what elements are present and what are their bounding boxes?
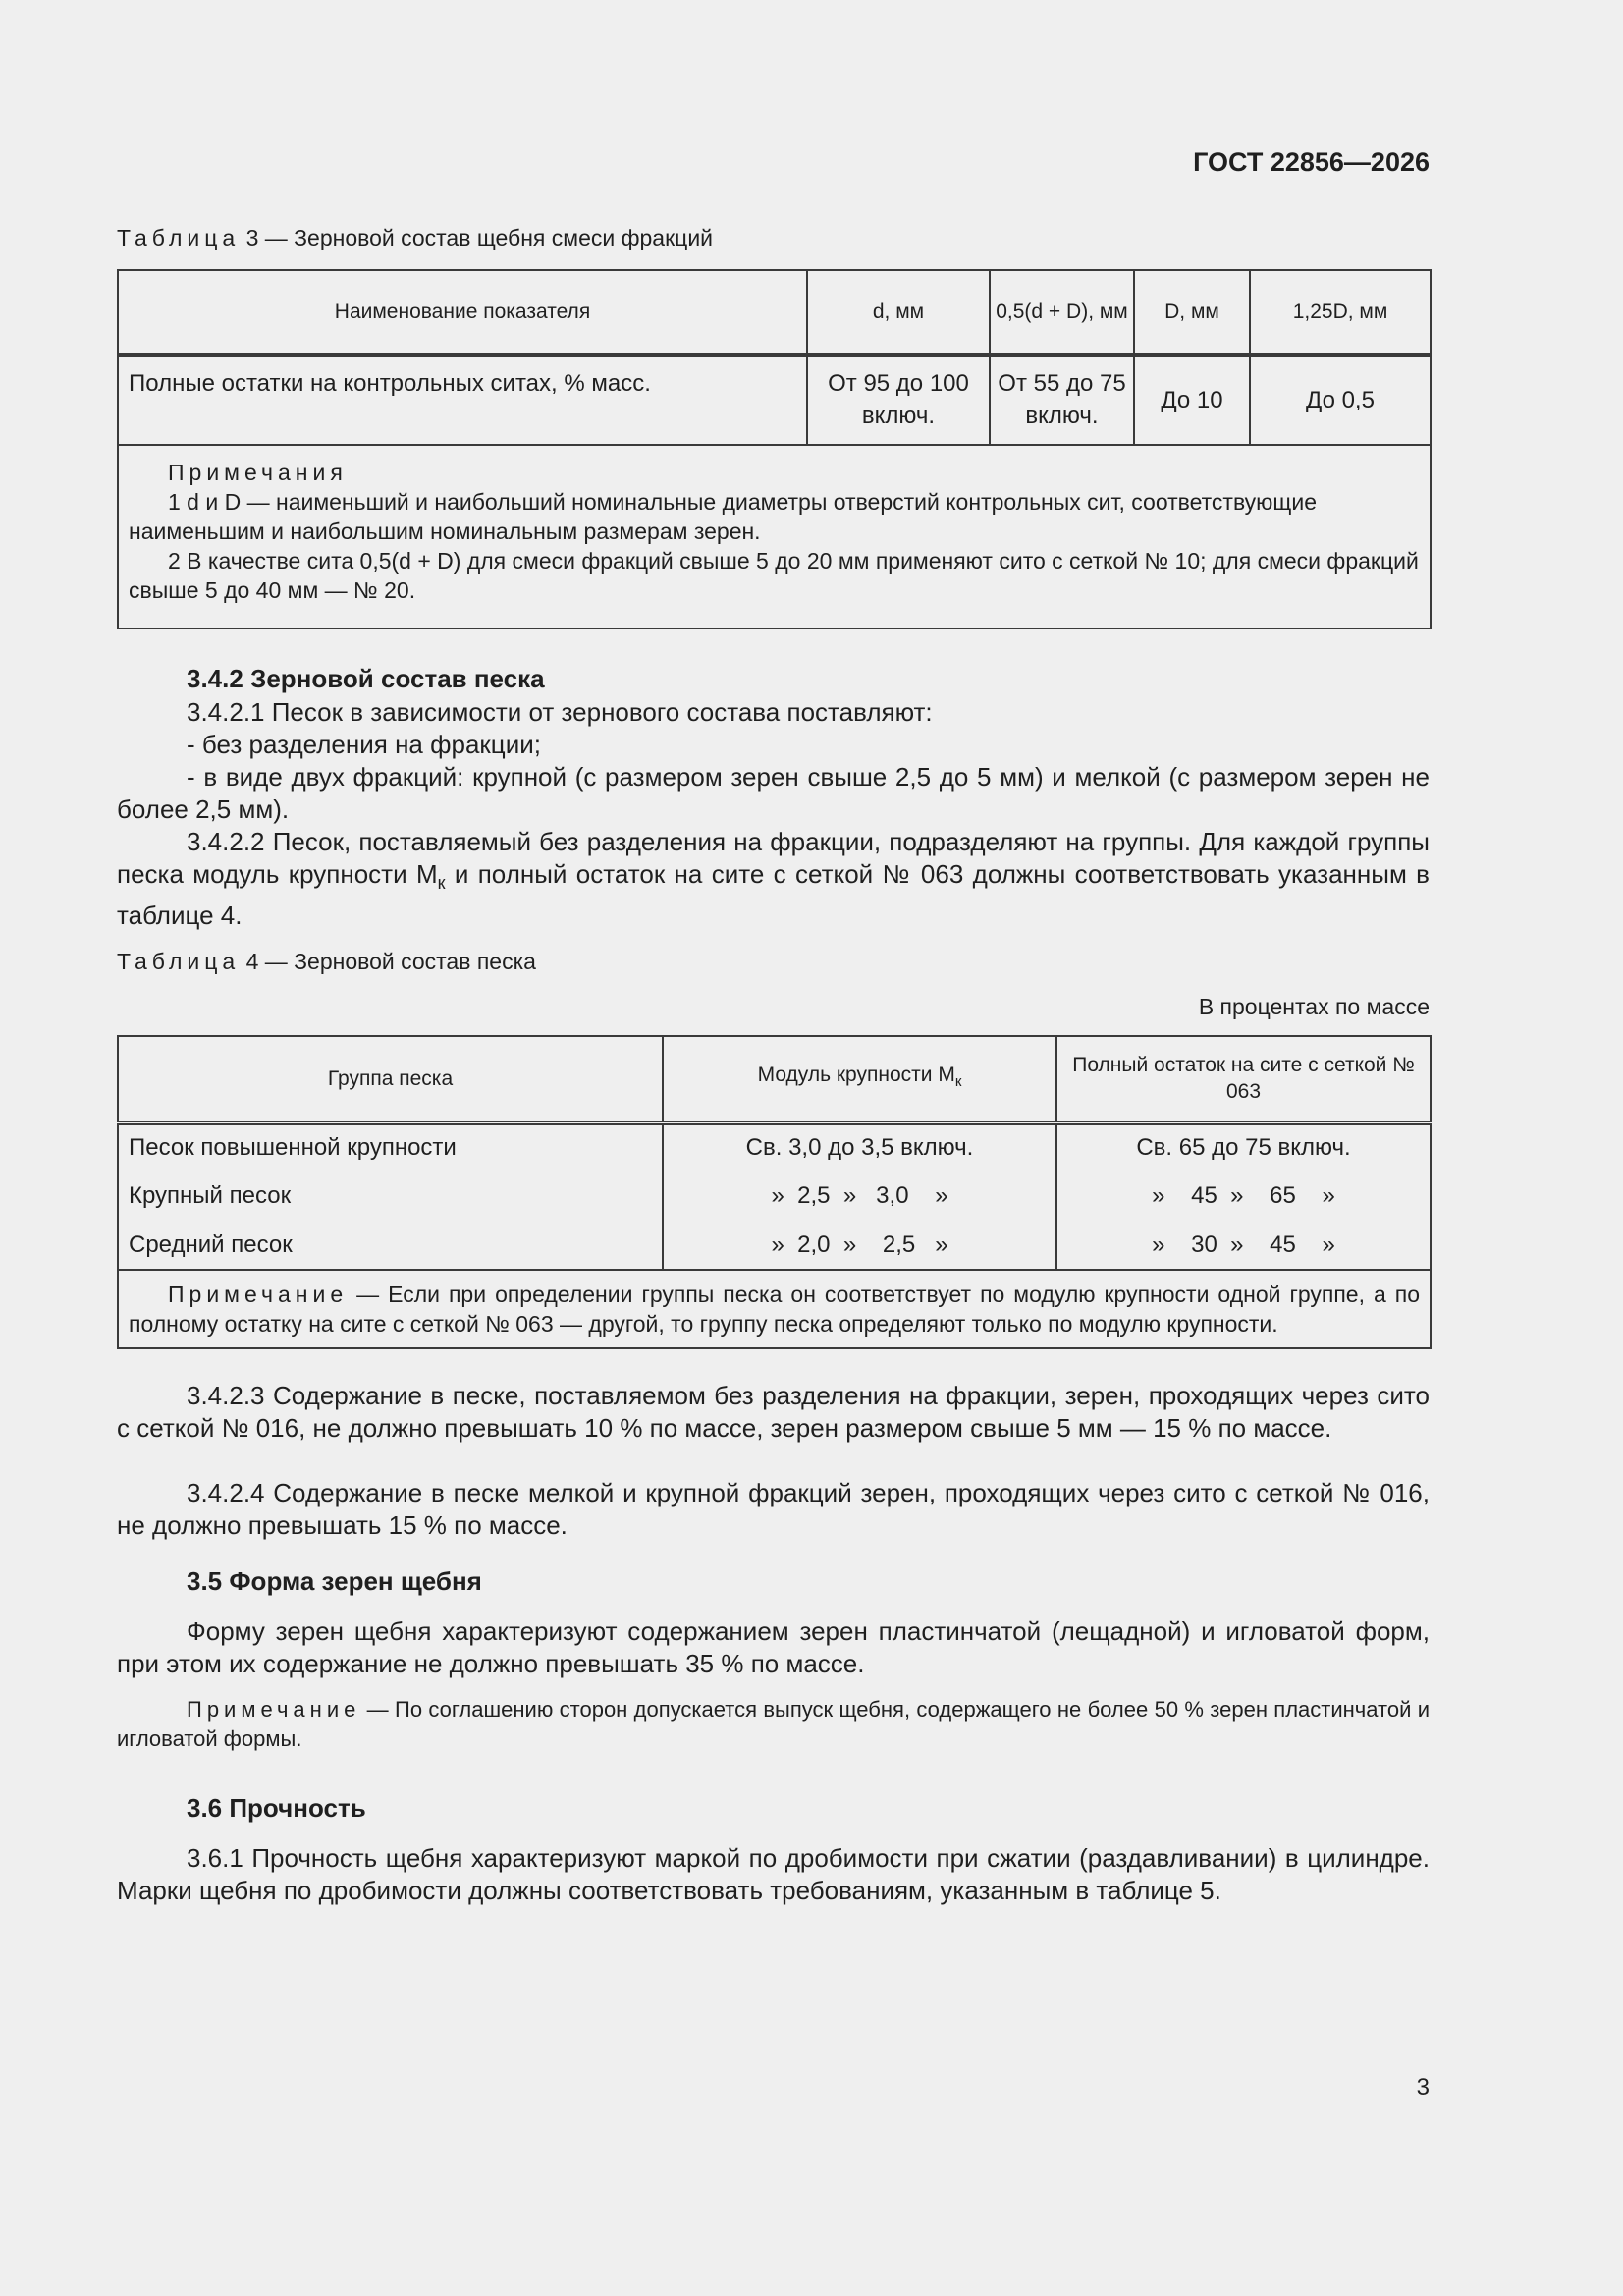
table3-header-125D: 1,25D, мм: [1250, 270, 1431, 355]
table3-cell-mid: От 55 до 75 включ.: [990, 355, 1134, 445]
paragraph-3-4-2-4: 3.4.2.4 Содержание в песке мелкой и крупной фракций зерен, проходящих через сито с сеткой № 016, не должно превышать 15 % по массе.: [117, 1478, 1430, 1540]
table4-row-2-group: Крупный песок: [118, 1172, 663, 1221]
table3-caption: [117, 225, 713, 251]
table3-header-mid: 0,5(d + D), мм: [990, 270, 1134, 355]
table4-row-3-module: » 2,0 » 2,5 »: [663, 1221, 1056, 1270]
table3-header-d: d, мм: [807, 270, 990, 355]
section-3-5-note-word: Примечание: [187, 1697, 361, 1722]
page-number: 3: [1416, 2074, 1430, 2101]
paragraph-3-4-2-2-part-b: и полный остаток на сите с сеткой № 063 должны соответствовать указанным в таблице 4.: [117, 859, 1430, 931]
section-3-4-2-heading: 3.4.2 Зерновой состав песка: [187, 664, 545, 693]
table3-note-1: 1 d и D — наименьший и наибольший номинальные диаметры отверстий контрольных сит, соответствующие наименьшим и наибольшим номинальным размерам зерен.: [129, 489, 1317, 544]
table3-caption-text: 3 — Зерновой состав щебня смеси фракций: [245, 225, 714, 250]
table3-cell-125D: До 0,5: [1250, 355, 1431, 445]
paragraph-3-4-2-2-subscript: к: [437, 873, 446, 894]
table3-cell-d: От 95 до 100 включ.: [807, 355, 990, 445]
table3-caption-word: Таблица: [117, 225, 241, 250]
table4-note: [118, 1270, 1431, 1348]
table3-header-D: D, мм: [1134, 270, 1250, 355]
table4-row-2-module: » 2,5 » 3,0 »: [663, 1172, 1056, 1221]
table3-note-2: 2 В качестве сита 0,5(d + D) для смеси фракций свыше 5 до 20 мм применяют сито с сеткой № 10; для смеси фракций свыше 5 до 40 мм — № 20.: [129, 548, 1419, 603]
paragraph-3-4-2-2: [117, 826, 1430, 932]
table3-header-name: Наименование показателя: [118, 270, 807, 355]
paragraph-3-5: Форму зерен щебня характеризуют содержанием зерен пластинчатой (лещадной) и игловатой форм, при этом их содержание не должно превышать 35 % по массе.: [117, 1616, 1430, 1678]
table4-header-module-text: Модуль крупности М: [757, 1064, 955, 1087]
table3-cell-name: Полные остатки на контрольных ситах, % масс.: [118, 355, 807, 445]
table4-row-2-residue: » 45 » 65 »: [1056, 1172, 1431, 1221]
section-3-5-heading: 3.5 Форма зерен щебня: [187, 1566, 482, 1596]
bullet-two-fractions: - в виде двух фракций: крупной (с размером зерен свыше 2,5 до 5 мм) и мелкой (с размером зерен не более 2,5 мм).: [117, 762, 1430, 824]
table4-header-module: [663, 1036, 1056, 1122]
table3: [117, 269, 1432, 629]
table4-header-module-subscript: к: [954, 1073, 962, 1091]
document-code: ГОСТ 22856—2026: [1193, 147, 1430, 177]
table3-notes-title: Примечания: [168, 460, 348, 485]
paragraph-3-4-2-2-part-a: 3.4.2.2 Песок, поставляемый без разделения на фракции, подразделяют на группы. Для каждой группы песка модуль крупности М: [117, 827, 1430, 889]
paragraph-3-6-1: 3.6.1 Прочность щебня характеризуют маркой по дробимости при сжатии (раздавливании) в цилиндре. Марки щебня по дробимости должны соответствовать требованиям, указанным в таблице 5.: [117, 1843, 1430, 1905]
table4-row-1-module: Св. 3,0 до 3,5 включ.: [663, 1122, 1056, 1172]
table4-header-group: Группа песка: [118, 1036, 663, 1122]
table4-caption-word: Таблица: [117, 949, 241, 974]
table4-caption: [117, 949, 536, 975]
table3-cell-D: До 10: [1134, 355, 1250, 445]
table4-note-text: — Если при определении группы песка он соответствует по модулю крупности одной группе, а по полному остатку на сите с сеткой № 063 — другой, то группу песка определяют только по модулю крупности.: [129, 1282, 1420, 1337]
table3-notes: [118, 445, 1431, 629]
section-3-6-heading: 3.6 Прочность: [187, 1793, 366, 1823]
table4-caption-text: 4 — Зерновой состав песка: [245, 949, 536, 974]
section-3-5-note: [117, 1695, 1430, 1754]
table4-row-1-residue: Св. 65 до 75 включ.: [1056, 1122, 1431, 1172]
table4: [117, 1035, 1432, 1349]
table4-header-residue: Полный остаток на сите с сеткой № 063: [1056, 1036, 1431, 1122]
bullet-no-fractions: - без разделения на фракции;: [187, 730, 541, 759]
table4-unit-note: В процентах по массе: [1198, 994, 1430, 1019]
table4-note-word: Примечание: [168, 1282, 349, 1307]
section-3-5-note-text: — По соглашению сторон допускается выпуск щебня, содержащего не более 50 % зерен пластинчатой и игловатой формы.: [117, 1697, 1430, 1751]
table4-row-1-group: Песок повышенной крупности: [118, 1122, 663, 1172]
paragraph-3-4-2-1: 3.4.2.1 Песок в зависимости от зернового состава поставляют:: [187, 697, 933, 727]
table4-row-3-residue: » 30 » 45 »: [1056, 1221, 1431, 1270]
table4-row-3-group: Средний песок: [118, 1221, 663, 1270]
paragraph-3-4-2-3: 3.4.2.3 Содержание в песке, поставляемом без разделения на фракции, зерен, проходящих через сито с сеткой № 016, не должно превышать 10 % по массе, зерен размером свыше 5 мм — 15 % по массе.: [117, 1381, 1430, 1443]
